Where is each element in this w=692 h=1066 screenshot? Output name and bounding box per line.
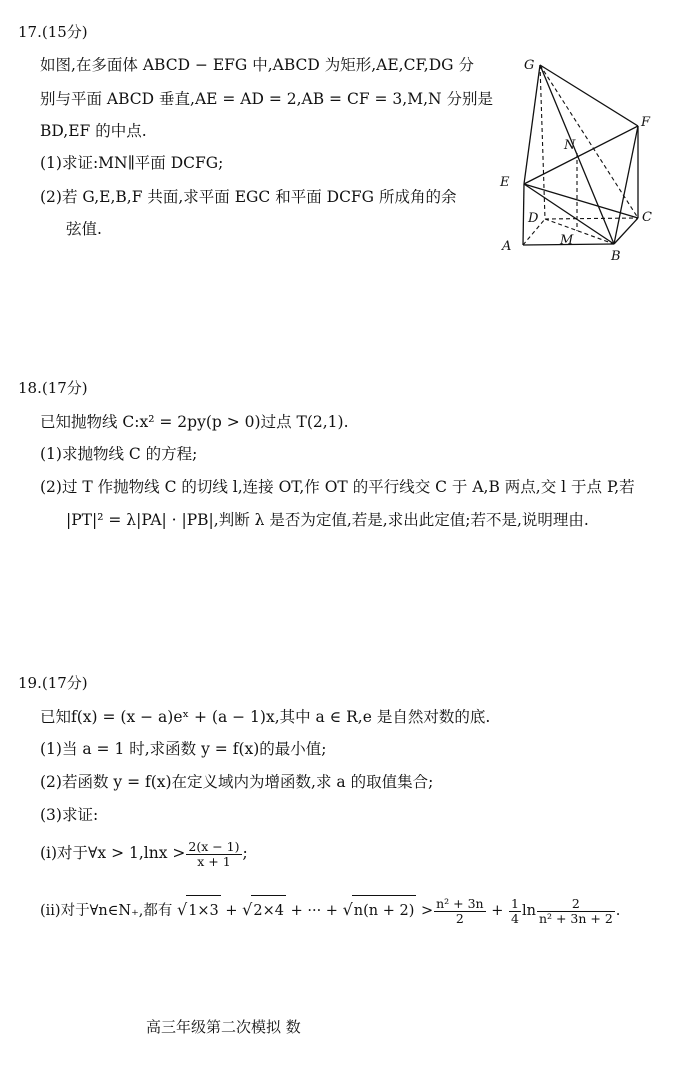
q19-ii-f3-num: 2 xyxy=(571,895,580,911)
q19-ii-root3: n(n + 2) xyxy=(352,895,417,926)
edge-GE xyxy=(524,65,540,184)
q19-ii-plus1: + xyxy=(220,903,243,919)
vertex-E: E xyxy=(500,175,510,190)
q19-ii-fraction3 xyxy=(537,897,615,926)
q19-i-prefix: (i)对于∀x > 1,lnx > xyxy=(40,844,186,862)
q17-text-line2: 别与平面 ABCD 垂直,AE = AD = 2,AB = CF = 3,M,N 分别是 xyxy=(40,90,493,108)
q19-ii-plus2: + xyxy=(486,903,508,919)
edge-EC xyxy=(524,184,638,218)
q19-ii-f1-num: n² + 3n xyxy=(436,895,484,911)
q19-ii-end: . xyxy=(615,903,621,919)
q19-ii-fraction1 xyxy=(434,897,486,926)
q19-part2: (2)若函数 y = f(x)在定义域内为增函数,求 a 的取值集合; xyxy=(40,773,434,791)
q19-ii-fraction2 xyxy=(509,897,521,926)
edge-DB xyxy=(545,219,614,244)
q19-ii-ln: ln xyxy=(521,903,536,919)
q17-heading: 17.(15分) xyxy=(18,23,88,41)
q18-text: 已知抛物线 C:x² = 2py(p > 0)过点 T(2,1). xyxy=(40,413,349,431)
q17-part2-line1: (2)若 G,E,B,F 共面,求平面 EGC 和平面 DCFG 所成角的余 xyxy=(40,188,457,206)
edge-EF xyxy=(524,126,638,184)
q18-part2-line1: (2)过 T 作抛物线 C 的切线 l,连接 OT,作 OT 的平行线交 C 于 A,B 两点,交 l 于点 P,若 xyxy=(40,478,635,496)
q17-text-line1: 如图,在多面体 ABCD − EFG 中,ABCD 为矩形,AE,CF,DG 分 xyxy=(40,56,474,74)
q19-ii-root2: 2×4 xyxy=(251,895,286,926)
q19-ii-f3-den: n² + 3n + 2 xyxy=(538,910,613,926)
edge-BF xyxy=(614,126,638,244)
q18-part1: (1)求抛物线 C 的方程; xyxy=(40,445,198,463)
q19-heading: 19.(17分) xyxy=(18,674,88,692)
vertex-F: F xyxy=(641,115,651,130)
footer-blur-overlay xyxy=(320,1008,560,1044)
q19-ii-root1: 1×3 xyxy=(186,895,221,926)
vertex-A: A xyxy=(502,239,512,254)
q19-ii-gt: > xyxy=(416,903,434,919)
q19-ii-f1-den: 2 xyxy=(434,911,486,926)
edge-EA xyxy=(523,184,524,245)
q19-ii-prefix: (ii)对于∀n∈N₊,都有 xyxy=(40,903,173,919)
edge-BC xyxy=(614,218,638,244)
q19-text: 已知f(x) = (x − a)eˣ + (a − 1)x,其中 a ∈ R,e 是自然对数的底. xyxy=(40,708,491,726)
vertex-C: C xyxy=(642,210,652,225)
q19-i-denominator: x + 1 xyxy=(186,854,241,869)
point-N: N xyxy=(564,138,576,153)
page-footer: 高三年级第二次模拟 数 xyxy=(146,1018,301,1036)
q19-i-numerator: 2(x − 1) xyxy=(188,838,240,854)
q18-heading: 18.(17分) xyxy=(18,379,88,397)
q19-ii-f2-den: 4 xyxy=(511,910,519,926)
edge-DC xyxy=(545,218,638,219)
q19-ii-ellipsis: + ··· + xyxy=(285,903,343,919)
q17-part1: (1)求证:MN∥平面 DCFG; xyxy=(40,154,224,172)
vertex-B: B xyxy=(611,249,621,264)
vertex-G: G xyxy=(524,58,535,73)
q17-text-line3: BD,EF 的中点. xyxy=(40,122,147,140)
q19-ii-f2-num: 1 xyxy=(511,895,519,911)
q19-part3-ii: (ii)对于∀n∈N₊,都有 √1×3 + √2×4 + ··· + √n(n + 2) > $\frac{\text{n² + 3n}}{2}$ + $\frac{1}{4}$ ln $\frac{2}{\text{n² + 3n + 2}}$ . xyxy=(40,895,621,926)
vertex-D: D xyxy=(528,211,539,226)
q19-i-fraction xyxy=(186,840,241,869)
edge-GC xyxy=(540,65,638,218)
q19-part1: (1)当 a = 1 时,求函数 y = f(x)的最小值; xyxy=(40,740,327,758)
edge-GF xyxy=(540,65,638,126)
q18-part2-line2: |PT|² = λ|PA| · |PB|,判断 λ 是否为定值,若是,求出此定值;若不是,说明理由. xyxy=(66,511,589,529)
point-M: M xyxy=(560,233,574,248)
q19-part3: (3)求证: xyxy=(40,806,99,824)
q19-i-suffix: ; xyxy=(242,844,248,862)
q19-part3-i xyxy=(40,838,248,869)
polyhedron-figure xyxy=(490,50,660,265)
q17-part2-line2: 弦值. xyxy=(66,220,102,238)
